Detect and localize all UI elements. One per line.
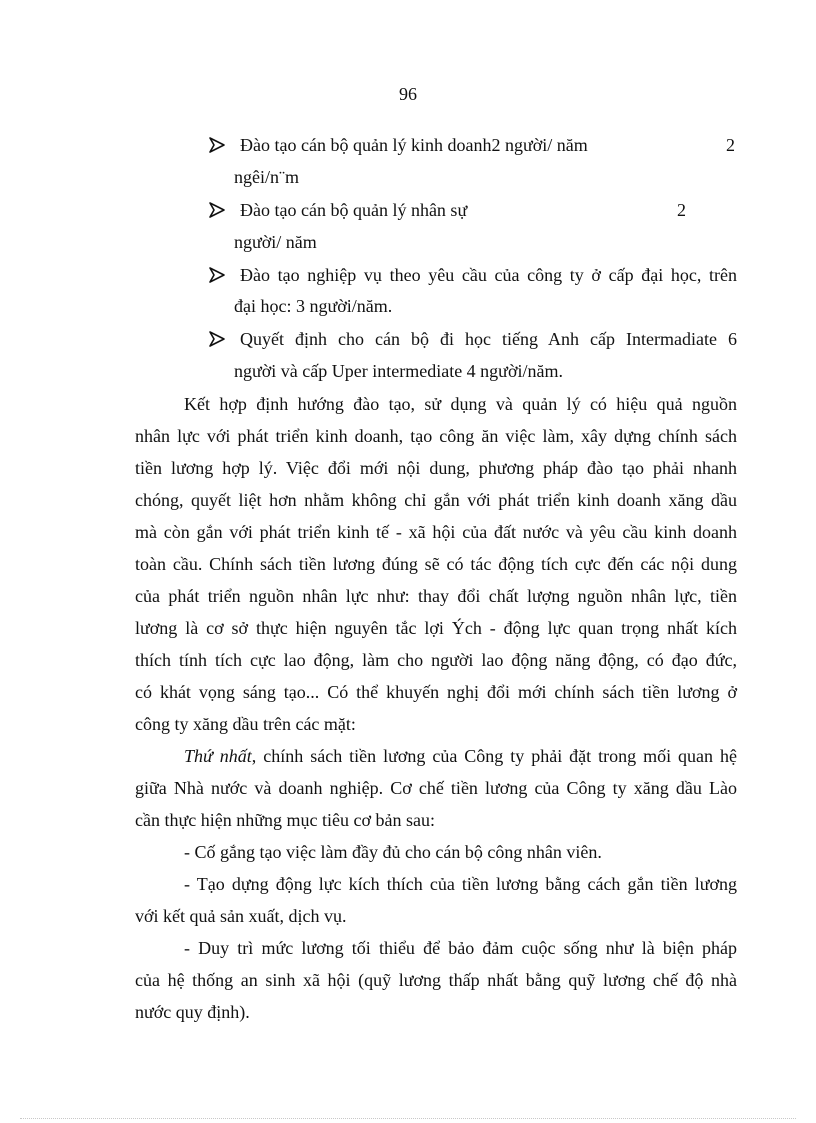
dash-item-2: - Tạo dựng động lực kích thích của tiền lương bằng cách gắn tiền lương xyxy=(184,874,737,894)
dash-item-3-continuation: của hệ thống an sinh xã hội (quỹ lương thấp nhất bằng quỹ lương chế độ nhà xyxy=(135,970,737,990)
paragraph-text: , chính sách tiền lương của Công ty phải đặt trong mối quan hệ xyxy=(251,746,737,766)
paragraph-line: toàn cầu. Chính sách tiền lương đúng sẽ có tác động tích cực đến các nội dung xyxy=(135,554,737,574)
dash-item-2-continuation: với kết quả sản xuất, dịch vụ. xyxy=(135,906,347,926)
paragraph-line: giữa Nhà nước và doanh nghiệp. Cơ chế tiền lương của Công ty xăng dầu Lào xyxy=(135,778,737,798)
bullet-2-text: Đào tạo cán bộ quản lý nhân sự xyxy=(240,200,468,220)
bullet-4-text: Quyết định cho cán bộ đi học tiếng Anh cấp Intermadiate 6 xyxy=(240,329,737,349)
paragraph-line: Kết hợp định hướng đào tạo, sử dụng và quản lý có hiệu quả nguồn xyxy=(184,394,737,414)
bullet-1-text: Đào tạo cán bộ quản lý kinh doanh2 người/ năm xyxy=(240,135,588,155)
paragraph-line: có khát vọng sáng tạo... Có thể khuyến nghị đổi mới chính sách tiền lương ở xyxy=(135,682,737,702)
paragraph-line: chóng, quyết liệt hơn nhằm không chỉ gắn với phát triển kinh doanh xăng dầu xyxy=(135,490,737,510)
paragraph-line: mà còn gắn với phát triển kinh tế - xã hội của đất nước và yêu cầu kinh doanh xyxy=(135,522,737,542)
paragraph-line: thích tính tích cực lao động, làm cho người lao động năng động, có đạo đức, xyxy=(135,650,737,670)
dash-item-1: - Cố gắng tạo việc làm đầy đủ cho cán bộ công nhân viên. xyxy=(184,842,602,862)
dash-item-3: - Duy trì mức lương tối thiểu để bảo đảm cuộc sống như là biện pháp xyxy=(184,938,737,958)
bullet-4-continuation: người và cấp Uper intermediate 4 người/năm. xyxy=(234,361,563,381)
bullet-2-right-value: 2 xyxy=(677,200,686,220)
arrow-bullet-icon xyxy=(208,330,226,348)
arrow-bullet-icon xyxy=(208,136,226,154)
italic-lead: Thứ nhất xyxy=(184,746,252,766)
arrow-bullet-icon xyxy=(208,266,226,284)
paragraph-line: nhân lực với phát triển kinh doanh, tạo công ăn việc làm, xây dựng chính sách xyxy=(135,426,737,446)
bullet-2-continuation: người/ năm xyxy=(234,232,317,252)
paragraph-line: của phát triển nguồn nhân lực như: thay đổi chất lượng nguồn nhân lực, tiền xyxy=(135,586,737,606)
bullet-3-continuation: đại học: 3 người/năm. xyxy=(234,296,393,316)
paragraph-line: lương là cơ sở thực hiện nguyên tắc lợi Ých - động lực quan trọng nhất kích xyxy=(135,618,737,638)
page-number: 96 xyxy=(399,84,417,104)
page-bottom-rule xyxy=(20,1118,796,1119)
arrow-bullet-icon xyxy=(208,201,226,219)
paragraph-line xyxy=(184,744,737,768)
paragraph-line: cần thực hiện những mục tiêu cơ bản sau: xyxy=(135,810,435,830)
dash-item-3-continuation: nước quy định). xyxy=(135,1002,250,1022)
paragraph-line: tiền lương hợp lý. Việc đổi mới nội dung, phương pháp đào tạo phải nhanh xyxy=(135,458,737,478)
paragraph-line: công ty xăng dầu trên các mặt: xyxy=(135,714,356,734)
bullet-1-continuation: ngêi/n¨m xyxy=(234,167,299,187)
bullet-1-right-value: 2 xyxy=(726,135,735,155)
bullet-3-text: Đào tạo nghiệp vụ theo yêu cầu của công ty ở cấp đại học, trên xyxy=(240,265,737,285)
